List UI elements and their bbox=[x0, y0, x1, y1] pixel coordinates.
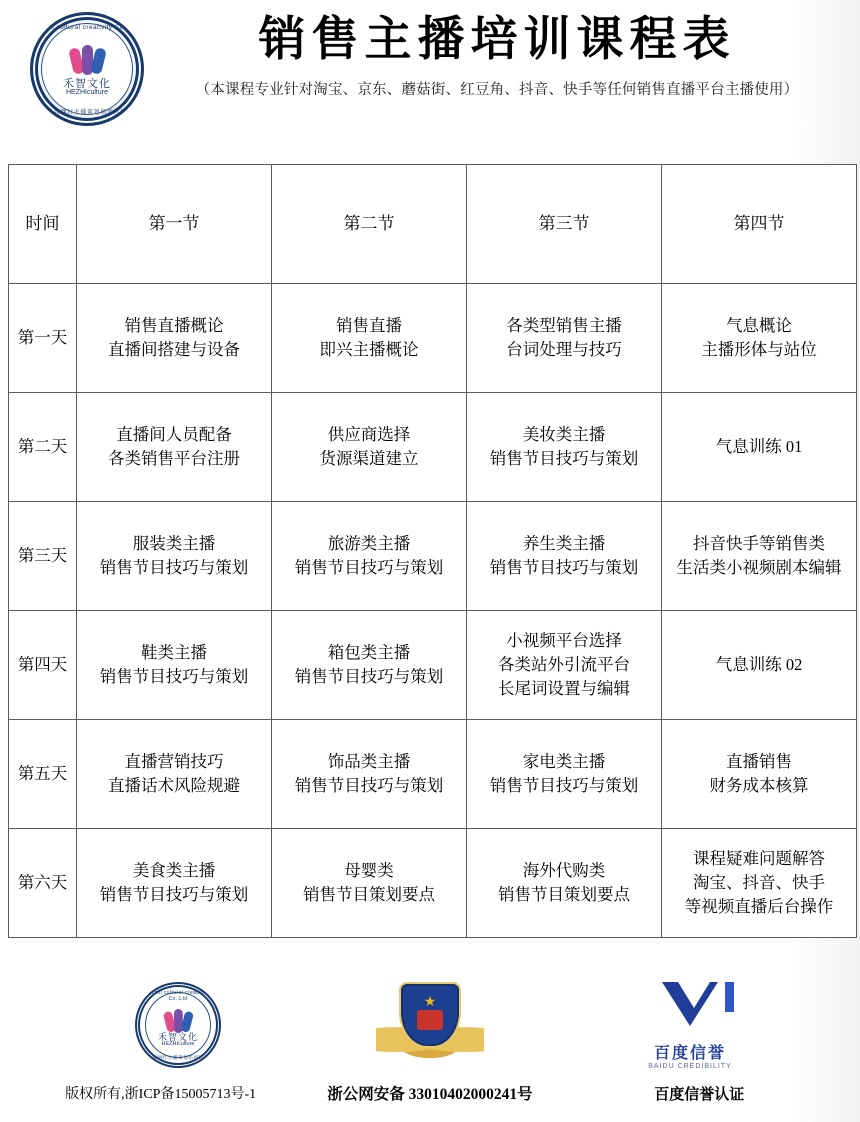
cell-line: 美食类主播 bbox=[132, 861, 216, 881]
schedule-cell bbox=[77, 720, 272, 829]
column-header-period-1: 第一节 bbox=[77, 165, 272, 284]
baidu-credibility-badge[interactable] bbox=[595, 974, 785, 1070]
cell-line: 各类销售平台注册 bbox=[108, 449, 240, 468]
day-label: 第三天 bbox=[9, 502, 77, 611]
cell-line: 直播间人员配备 bbox=[116, 425, 232, 445]
cell-line: 直播话术风险规避 bbox=[108, 776, 240, 795]
table-row bbox=[9, 720, 857, 829]
cell-line: 抖音快手等销售类 bbox=[693, 534, 825, 554]
footer-company-logo bbox=[75, 974, 265, 1070]
schedule-cell bbox=[467, 502, 662, 611]
seal-arc-top-text: Hezhi cultural creativity Co.,Ltd bbox=[147, 990, 209, 1002]
table-row bbox=[9, 611, 857, 720]
schedule-cell bbox=[662, 611, 857, 720]
title-block bbox=[148, 10, 842, 99]
schedule-cell bbox=[662, 720, 857, 829]
schedule-cell bbox=[662, 393, 857, 502]
cell-line: 各类站外引流平台 bbox=[498, 655, 630, 675]
schedule-cell bbox=[77, 502, 272, 611]
seal-company-name-en: HEZHIculture bbox=[65, 89, 108, 96]
icp-license-text: 版权所有,浙ICP备15005713号-1 bbox=[65, 1087, 257, 1102]
baidu-credibility-caption: 百度信誉认证 bbox=[654, 1086, 745, 1103]
column-header-time: 时间 bbox=[9, 165, 77, 284]
star-icon: ★ bbox=[423, 995, 437, 1010]
schedule-table-wrap bbox=[6, 164, 854, 938]
schedule-cell bbox=[662, 829, 857, 938]
cell-line: 财务成本核算 bbox=[709, 776, 809, 795]
seal-company-name-en: HEZHIculture bbox=[161, 1041, 195, 1047]
cell-line: 即兴主播概论 bbox=[319, 340, 419, 359]
table-header-row bbox=[9, 165, 857, 284]
cell-line: 母婴类 bbox=[344, 861, 394, 881]
column-header-period-4: 第四节 bbox=[662, 165, 857, 284]
cell-line: 箱包类主播 bbox=[327, 643, 411, 663]
emblem-icon bbox=[417, 1010, 443, 1030]
footer-badges bbox=[0, 974, 860, 1070]
cell-line: 直播销售 bbox=[726, 752, 792, 772]
cell-line: 小视频平台选择 bbox=[506, 631, 622, 651]
page-header bbox=[0, 0, 860, 130]
cell-line: 旅游类主播 bbox=[327, 534, 411, 554]
day-label: 第一天 bbox=[9, 284, 77, 393]
schedule-cell bbox=[467, 829, 662, 938]
cell-line: 销售节目技巧与策划 bbox=[294, 558, 444, 577]
cell-line: 销售节目技巧与策划 bbox=[294, 776, 444, 795]
company-logo bbox=[22, 10, 148, 128]
schedule-cell bbox=[272, 611, 467, 720]
cell-line: 海外代购类 bbox=[522, 861, 606, 881]
schedule-cell bbox=[467, 720, 662, 829]
cell-line: 主播形体与站位 bbox=[701, 340, 817, 359]
cell-line: 各类型销售主播 bbox=[506, 316, 622, 336]
day-label: 第五天 bbox=[9, 720, 77, 829]
cell-line: 销售直播 bbox=[336, 316, 402, 336]
cell-line: 销售节目策划要点 bbox=[303, 885, 435, 904]
schedule-cell bbox=[272, 502, 467, 611]
table-row bbox=[9, 284, 857, 393]
cell-line: 货源渠道建立 bbox=[319, 449, 419, 468]
schedule-cell bbox=[272, 393, 467, 502]
table-row bbox=[9, 829, 857, 938]
seal-arc-top-text: Hezhi cultural creativity Co.,Ltd bbox=[35, 24, 139, 31]
schedule-cell bbox=[272, 829, 467, 938]
cell-line: 台词处理与技巧 bbox=[506, 340, 622, 359]
cell-line: 淘宝、抖音、快手 bbox=[693, 873, 825, 893]
cell-line: 销售节目技巧与策划 bbox=[489, 558, 639, 577]
schedule-cell bbox=[467, 284, 662, 393]
cell-line: 家电类主播 bbox=[522, 752, 606, 772]
seal-company-name-cn: 禾智文化 bbox=[157, 1032, 198, 1042]
seal-ribbon-icon bbox=[70, 45, 104, 75]
cell-line: 直播营销技巧 bbox=[124, 752, 224, 772]
seal-company-name-cn: 禾智文化 bbox=[63, 78, 111, 90]
day-label: 第四天 bbox=[9, 611, 77, 720]
day-label: 第二天 bbox=[9, 393, 77, 502]
cell-line: 气息训练 01 bbox=[715, 437, 803, 457]
seal-arc-bottom-text: 禾智网红主播策划培训机构 bbox=[47, 110, 127, 116]
schedule-table bbox=[8, 164, 857, 938]
schedule-cell bbox=[77, 393, 272, 502]
police-beian-badge bbox=[335, 974, 525, 1070]
footer-texts bbox=[0, 1070, 860, 1116]
table-body bbox=[9, 284, 857, 938]
schedule-cell bbox=[77, 284, 272, 393]
schedule-cell bbox=[467, 393, 662, 502]
schedule-cell bbox=[662, 284, 857, 393]
seal-arc-bottom-text: 禾智网红主播策划培训机构 bbox=[146, 1055, 210, 1060]
cell-line: 销售节目技巧与策划 bbox=[99, 558, 249, 577]
cell-line: 等视频直播后台操作 bbox=[684, 896, 834, 916]
cell-line: 气息概论 bbox=[726, 316, 792, 336]
cell-line: 销售节目技巧与策划 bbox=[294, 667, 444, 686]
cell-line: 美妆类主播 bbox=[522, 425, 606, 445]
schedule-cell bbox=[77, 829, 272, 938]
cell-line: 饰品类主播 bbox=[327, 752, 411, 772]
cell-line: 直播间搭建与设备 bbox=[108, 340, 240, 359]
public-security-beian-text: 浙公网安备 33010402000241号 bbox=[327, 1086, 533, 1103]
cell-line: 气息训练 02 bbox=[715, 655, 803, 675]
company-seal-icon bbox=[30, 12, 144, 126]
company-seal-icon-small bbox=[135, 982, 221, 1068]
police-shield-icon bbox=[401, 984, 459, 1046]
cell-line: 鞋类主播 bbox=[141, 643, 207, 663]
cell-line: 养生类主播 bbox=[522, 534, 606, 554]
cell-line: 销售节目技巧与策划 bbox=[489, 449, 639, 468]
schedule-cell bbox=[272, 284, 467, 393]
schedule-cell bbox=[662, 502, 857, 611]
cell-line: 课程疑难问题解答 bbox=[693, 849, 825, 869]
page-title: 销售主播培训课程表 bbox=[258, 14, 736, 66]
cell-line: 长尾词设置与编辑 bbox=[498, 678, 630, 698]
cell-line: 销售节目技巧与策划 bbox=[489, 776, 639, 795]
schedule-cell bbox=[467, 611, 662, 720]
cell-line: 供应商选择 bbox=[327, 425, 411, 445]
cell-line: 生活类小视频剧本编辑 bbox=[676, 558, 842, 577]
day-label: 第六天 bbox=[9, 829, 77, 938]
schedule-cell bbox=[77, 611, 272, 720]
table-row bbox=[9, 502, 857, 611]
cell-line: 服装类主播 bbox=[132, 534, 216, 554]
page-subtitle: （本课程专业针对淘宝、京东、蘑菇街、红豆角、抖音、快手等任何销售直播平台主播使用） bbox=[195, 82, 799, 99]
baidu-credibility-title: 百度信誉 bbox=[653, 1045, 726, 1062]
police-badge-icon bbox=[375, 982, 485, 1066]
page-footer bbox=[0, 974, 860, 1122]
schedule-cell bbox=[272, 720, 467, 829]
baidu-credibility-subtitle: BAIDU CREDIBILITY bbox=[648, 1063, 732, 1070]
cell-line: 销售节目技巧与策划 bbox=[99, 667, 249, 686]
cell-line: 销售直播概论 bbox=[124, 316, 224, 336]
baidu-v-icon bbox=[644, 982, 736, 1038]
cell-line: 销售节目策划要点 bbox=[498, 885, 630, 904]
table-row bbox=[9, 393, 857, 502]
column-header-period-3: 第三节 bbox=[467, 165, 662, 284]
column-header-period-2: 第二节 bbox=[272, 165, 467, 284]
cell-line: 销售节目技巧与策划 bbox=[99, 885, 249, 904]
